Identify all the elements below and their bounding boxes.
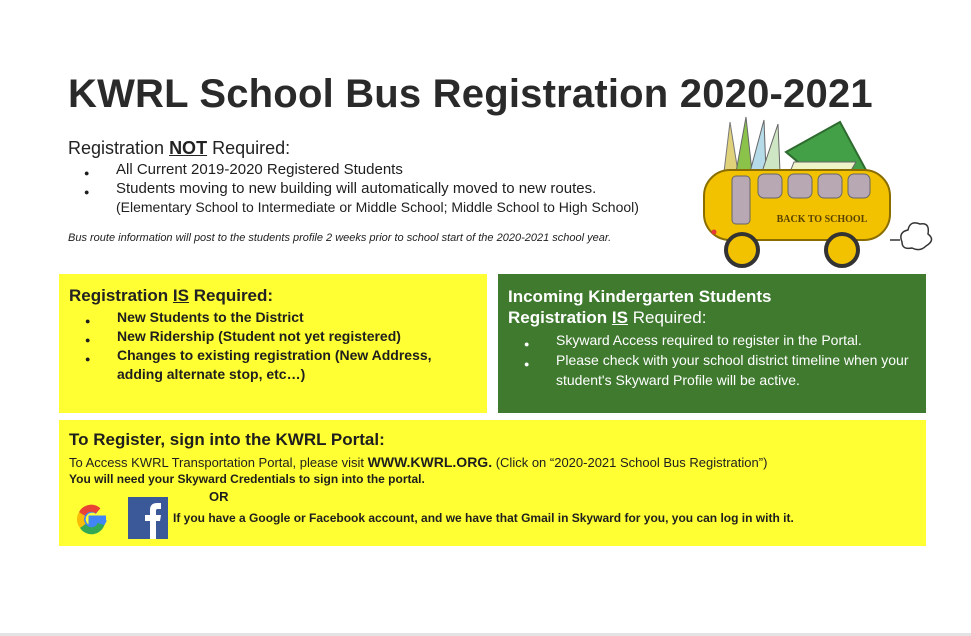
page-title: KWRL School Bus Registration 2020-2021: [68, 72, 873, 116]
portal-url-link[interactable]: WWW.KWRL.ORG.: [367, 454, 493, 470]
pencil-icon: [736, 117, 752, 172]
portal-access-line: To Access KWRL Transportation Portal, please visit WWW.KWRL.ORG. (Click on “2020-2021 School Bus Registration”): [69, 454, 768, 470]
bus-window: [732, 176, 750, 224]
not-heading-prefix: Registration: [68, 138, 165, 158]
list-item: ● Changes to existing registration (New Address, adding alternate stop, etc…): [69, 346, 479, 384]
bus-sign-text: BACK TO SCHOOL: [776, 214, 868, 225]
list-item: ● Students moving to new building will automatically moved to new routes.: [68, 179, 688, 198]
bus-route-note: Bus route information will post to the students profile 2 weeks prior to school start of the 2020-2021 school year.: [68, 232, 612, 244]
kindergarten-heading: Incoming Kindergarten Students Registration IS Required:: [508, 287, 772, 327]
not-required-list: [68, 160, 688, 217]
or-label: OR: [209, 489, 229, 504]
social-login-line: If you have a Google or Facebook account, and we have that Gmail in Skyward for you, you can log in with it.: [173, 511, 794, 525]
facebook-icon: [128, 497, 168, 539]
registration-required-list: [69, 308, 479, 384]
list-item: ● All Current 2019-2020 Registered Students: [68, 160, 688, 179]
kindergarten-box: [498, 274, 926, 413]
bus-window: [848, 174, 870, 198]
credentials-line: You will need your Skyward Credentials to sign into the portal.: [69, 472, 425, 486]
registration-required-heading: Registration IS Required:: [69, 286, 274, 305]
not-heading-suffix: Required:: [212, 138, 291, 158]
portal-box: [59, 420, 926, 546]
pencil-icon: [724, 122, 738, 172]
kindergarten-list: [508, 330, 918, 390]
portal-heading: To Register, sign into the KWRL Portal:: [69, 430, 385, 449]
bus-wheel: [826, 234, 858, 266]
bus-window: [758, 174, 782, 198]
list-item: ● Please check with your school district timeline when your student's Skyward Profile will be active.: [508, 350, 918, 390]
bus-wheel: [726, 234, 758, 266]
not-required-note: (Elementary School to Intermediate or Middle School; Middle School to High School): [116, 199, 639, 215]
list-item: ● New Students to the District: [69, 308, 479, 327]
list-item: ● Skyward Access required to register in the Portal.: [508, 330, 918, 350]
school-bus-illustration: [690, 112, 940, 282]
registration-required-box: [59, 274, 487, 413]
list-item: ● New Ridership (Student not yet registered): [69, 327, 479, 346]
google-icon: [71, 498, 113, 540]
not-heading-emphasis: NOT: [169, 138, 208, 158]
bus-window: [788, 174, 812, 198]
pencil-icon: [750, 120, 766, 172]
bus-window: [818, 174, 842, 198]
exhaust-cloud: [901, 223, 932, 250]
not-required-heading: [68, 138, 290, 159]
